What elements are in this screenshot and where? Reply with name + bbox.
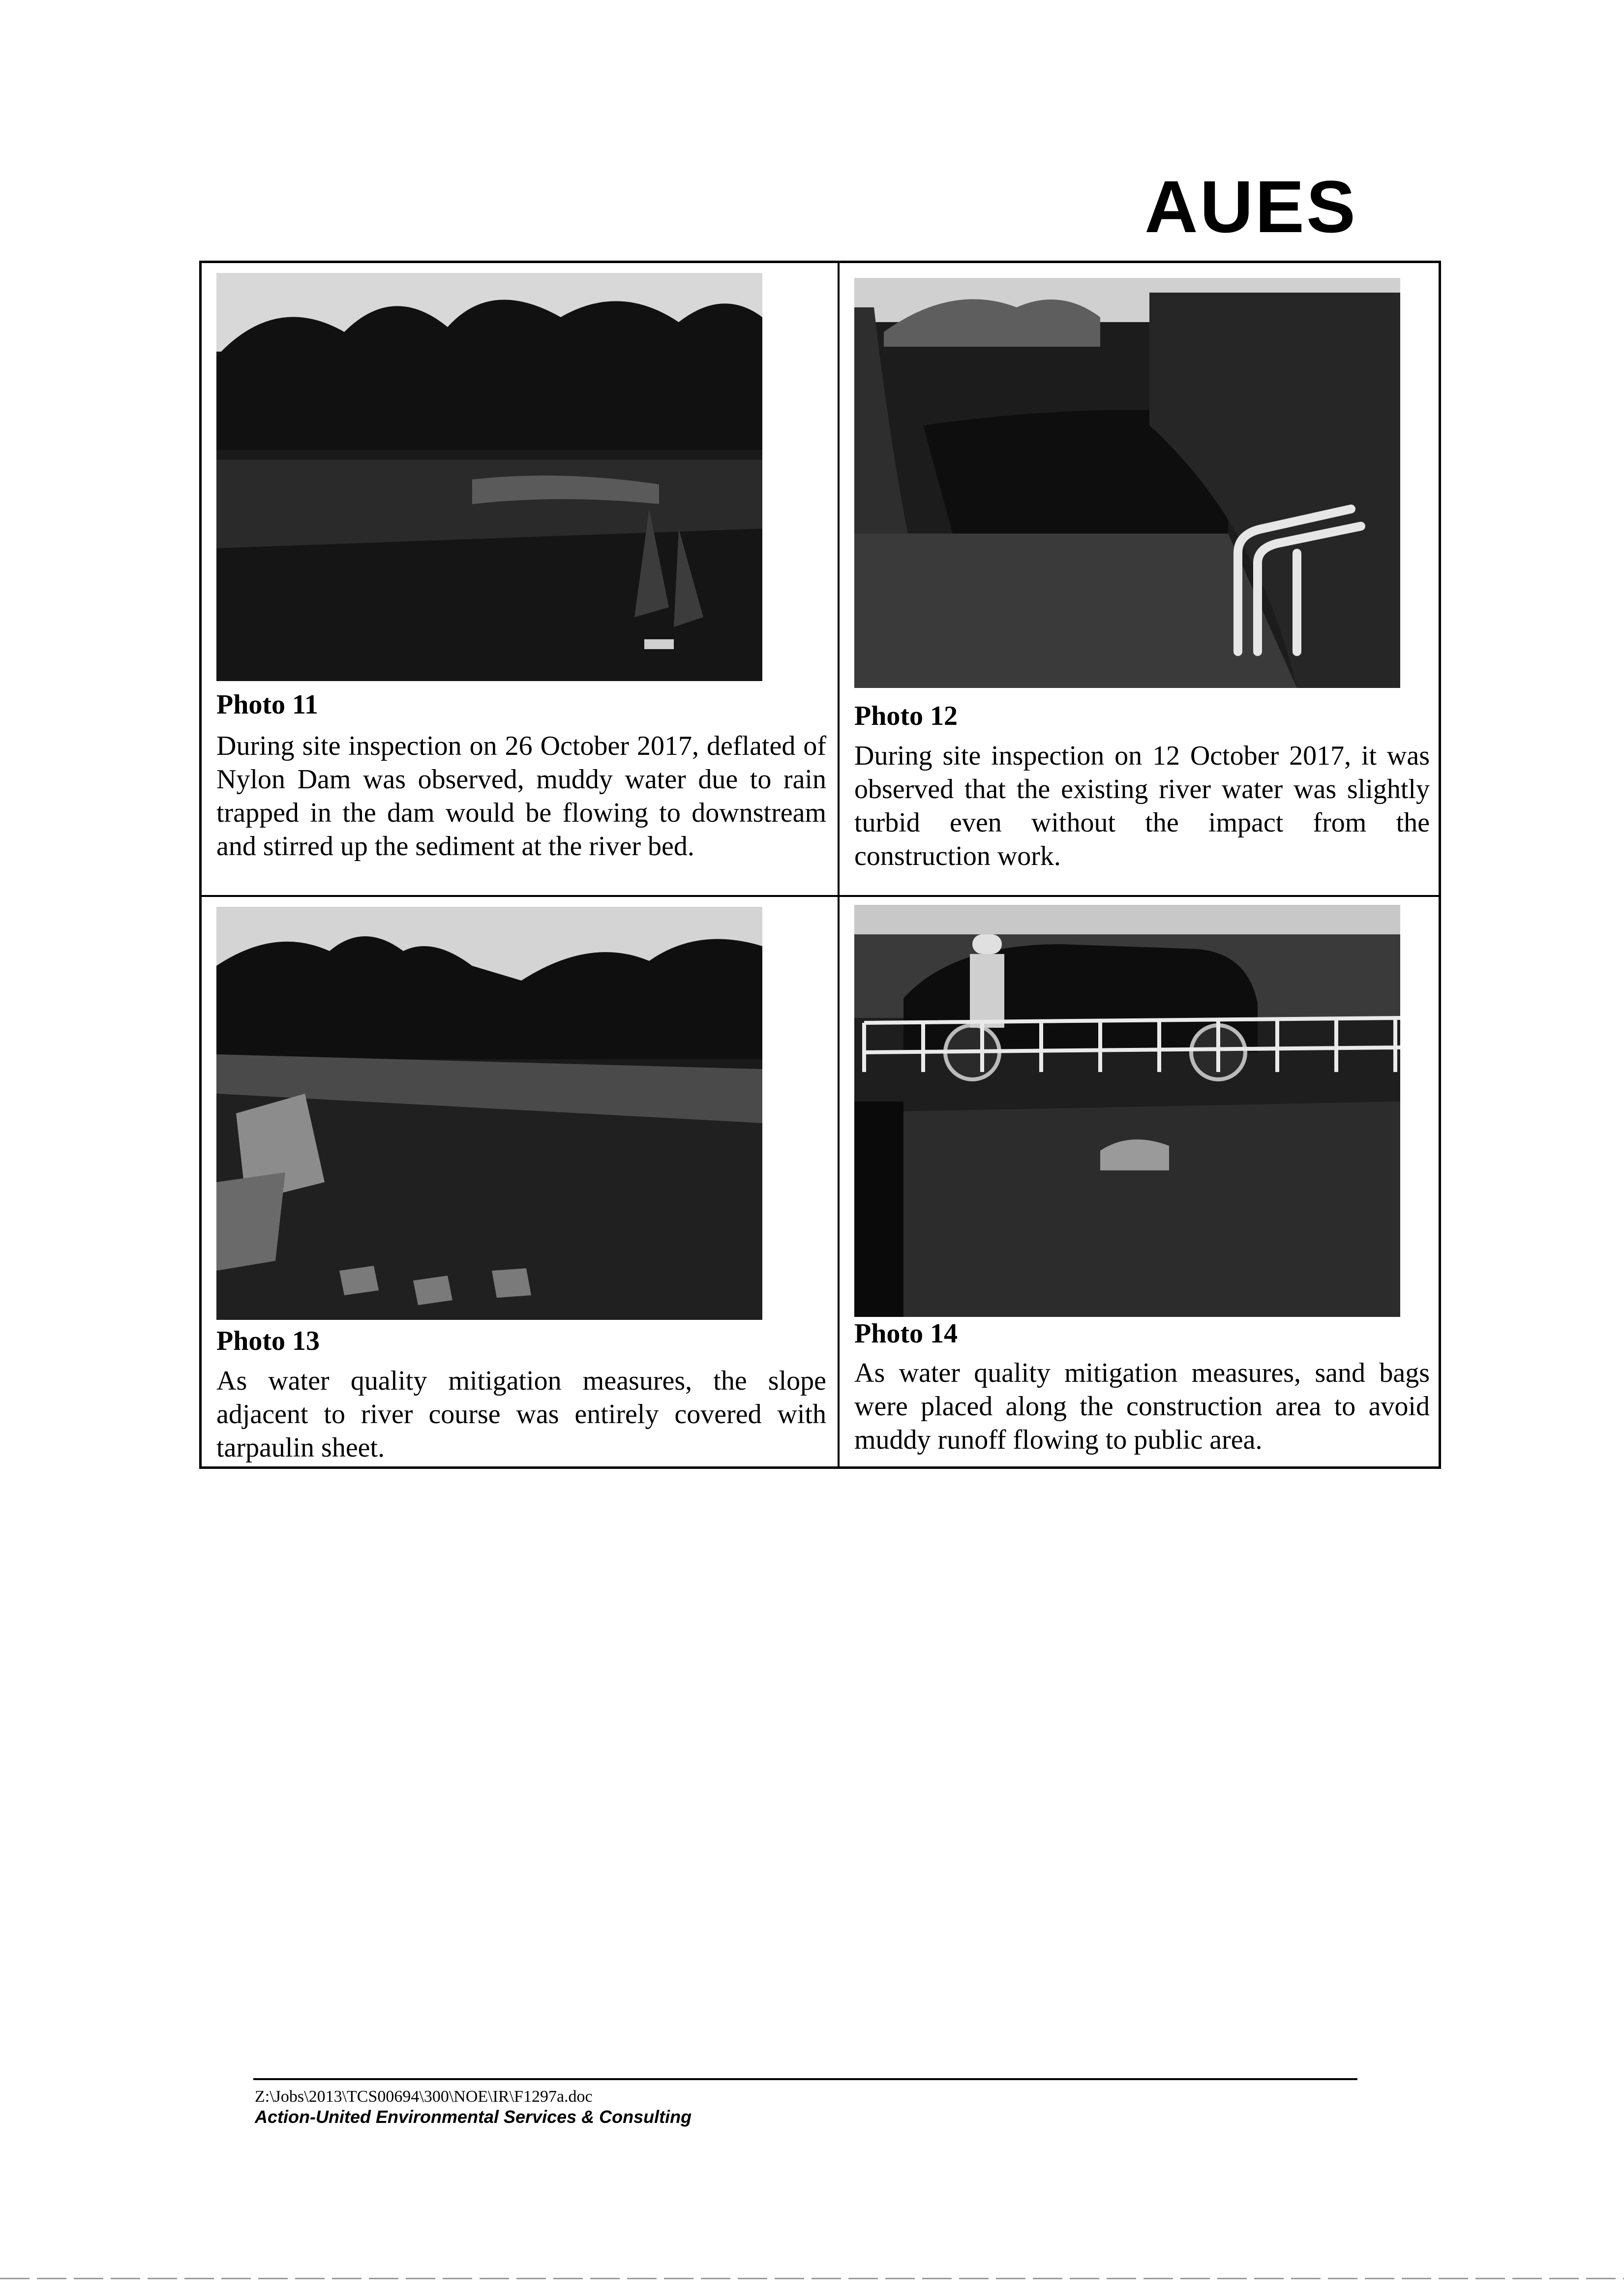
scan-edge-artifact [0,2278,1624,2279]
company-logo: AUES [1144,165,1357,248]
photo-cell-13 [202,897,838,1466]
photo-11-title: Photo 11 [216,689,318,720]
photo-12-image [854,278,1400,688]
photo-12-title: Photo 12 [854,701,958,731]
photo-14-image [854,905,1400,1317]
photo-cell-12 [840,263,1439,895]
photo-table [199,261,1441,1469]
photo-cell-11 [202,263,838,895]
photo-11-caption: During site inspection on 26 October 2017, deflated of Nylon Dam was observed, muddy water due to rain trapped in the dam would be flowing to downstream and stirred up the sediment at the river bed. [216,731,826,862]
footer-company-name: Action-United Environmental Services & Consulting [255,2107,692,2127]
photo-13-title: Photo 13 [216,1326,320,1356]
photo-14-title: Photo 14 [854,1318,958,1349]
photo-12-caption: During site inspection on 12 October 2017, it was observed that the existing river water was slightly turbid even without the impact from the construction work. [854,741,1430,871]
photo-11-image [216,273,762,681]
photo-13-caption: As water quality mitigation measures, the slope adjacent to river course was entirely covered with tarpaulin sheet. [216,1366,826,1463]
photo-13-image [216,907,762,1320]
photo-cell-14 [840,897,1439,1466]
footer-file-path: Z:\Jobs\2013\TCS00694\300\NOE\IR\F1297a.doc [255,2087,593,2106]
footer-rule [253,2078,1357,2080]
photo-14-caption: As water quality mitigation measures, sand bags were placed along the construction area to avoid muddy runoff flowing to public area. [854,1358,1430,1455]
